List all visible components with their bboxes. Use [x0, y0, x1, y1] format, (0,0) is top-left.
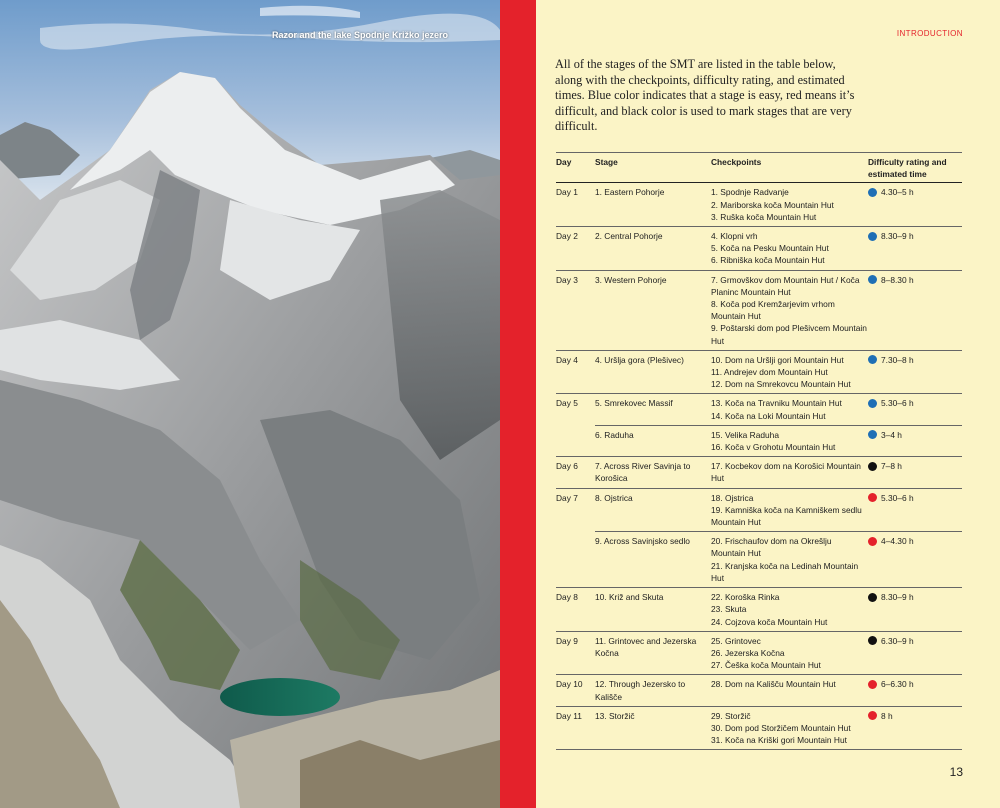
- stage-block: [595, 354, 962, 391]
- difficulty-cell: [868, 274, 962, 347]
- checkpoint-item: 21. Kranjska koča na Ledinah Mountain Hut: [711, 560, 859, 583]
- stage-cell: 5. Smrekovec Massif: [595, 398, 673, 409]
- stage-block: [595, 591, 962, 628]
- stage-block: [595, 186, 962, 223]
- difficulty-cell: [868, 710, 962, 747]
- checkpoint-item: 5. Koča na Pesku Mountain Hut: [711, 243, 829, 254]
- table-row: [556, 271, 962, 351]
- checkpoint-item: 17. Kocbekov dom na Korošici Mountain Hut: [711, 461, 861, 484]
- difficulty-cell: [868, 429, 962, 453]
- stage-cell: 13. Storžič: [595, 710, 635, 721]
- table-row: [556, 457, 962, 488]
- stage-cell: 10. Križ and Skuta: [595, 592, 664, 603]
- difficulty-cell: [868, 460, 962, 484]
- difficulty-dot-icon: [868, 462, 877, 471]
- checkpoint-item: 9. Poštarski dom pod Plešivcem Mountain Hut: [711, 323, 867, 346]
- stage-cell: 3. Western Pohorje: [595, 274, 667, 285]
- checkpoint-item: 24. Cojzova koča Mountain Hut: [711, 616, 828, 627]
- difficulty-dot-icon: [868, 399, 877, 408]
- checkpoint-item: 3. Ruška koča Mountain Hut: [711, 211, 817, 222]
- checkpoint-item: 26. Jezerska Kočna: [711, 647, 785, 658]
- estimated-time: 8.30–9 h: [881, 592, 914, 603]
- day-cell: Day 10: [556, 679, 583, 690]
- section-label: INTRODUCTION: [896, 29, 963, 38]
- difficulty-dot-icon: [868, 593, 877, 602]
- checkpoint-item: 27. Češka koča Mountain Hut: [711, 660, 821, 671]
- stage-block: [595, 425, 962, 453]
- table-row: [556, 675, 962, 706]
- stage-block: [595, 492, 962, 529]
- difficulty-dot-icon: [868, 430, 877, 439]
- stage-cell: 11. Grintovec and Jezerska Kočna: [595, 635, 697, 658]
- checkpoints-cell: [711, 535, 868, 584]
- checkpoint-item: 20. Frischaufov dom na Okrešlju Mountain Hut: [711, 536, 832, 559]
- checkpoints-cell: [711, 635, 868, 672]
- difficulty-dot-icon: [868, 636, 877, 645]
- difficulty-cell: [868, 591, 962, 628]
- checkpoint-item: 7. Grmovškov dom Mountain Hut / Koča Planinc Mountain Hut: [711, 274, 860, 297]
- checkpoints-cell: [711, 354, 868, 391]
- difficulty-cell: [868, 492, 962, 529]
- difficulty-dot-icon: [868, 537, 877, 546]
- checkpoint-item: 31. Koča na Kriški gori Mountain Hut: [711, 735, 847, 746]
- stage-block: [595, 678, 962, 702]
- stage-block: [595, 230, 962, 267]
- day-cell: Day 4: [556, 354, 578, 365]
- table-row: [556, 394, 962, 457]
- accent-band: [500, 0, 536, 808]
- checkpoint-item: 13. Koča na Travniku Mountain Hut: [711, 398, 842, 409]
- table-row: [556, 632, 962, 676]
- stage-block: [595, 460, 962, 484]
- stage-cell: 9. Across Savinjsko sedlo: [595, 536, 690, 547]
- checkpoints-cell: [711, 460, 868, 484]
- page-number: 13: [949, 765, 963, 779]
- difficulty-dot-icon: [868, 355, 877, 364]
- intro-paragraph: All of the stages of the SMT are listed in the table below, along with the checkpoints, difficulty rating, and estimated times. Blue color indicates that a stage is easy, red means it’s difficult, and black color is used to mark stages that are very difficult.: [555, 57, 855, 134]
- checkpoint-item: 18. Ojstrica: [711, 492, 754, 503]
- estimated-time: 8–8.30 h: [881, 274, 914, 285]
- stage-block: [595, 635, 962, 672]
- stage-cell: 6. Raduha: [595, 429, 634, 440]
- checkpoint-item: 23. Skuta: [711, 604, 747, 615]
- table-row: [556, 351, 962, 395]
- day-cell: Day 8: [556, 592, 578, 603]
- checkpoint-item: 28. Dom na Kališču Mountain Hut: [711, 679, 836, 690]
- stage-block: [595, 710, 962, 747]
- stage-cell: 8. Ojstrica: [595, 492, 633, 503]
- text-page: [536, 0, 1000, 808]
- checkpoint-item: 12. Dom na Smrekovcu Mountain Hut: [711, 379, 851, 390]
- checkpoint-item: 15. Velika Raduha: [711, 429, 779, 440]
- table-header-row: [556, 152, 962, 183]
- checkpoints-cell: [711, 274, 868, 347]
- difficulty-cell: [868, 678, 962, 702]
- checkpoints-cell: [711, 492, 868, 529]
- day-cell: Day 1: [556, 187, 578, 198]
- difficulty-dot-icon: [868, 493, 877, 502]
- day-cell: Day 7: [556, 492, 578, 503]
- difficulty-cell: [868, 230, 962, 267]
- stage-block: [595, 397, 962, 421]
- header-checkpoints: Checkpoints: [711, 157, 762, 167]
- estimated-time: 4–4.30 h: [881, 536, 914, 547]
- checkpoint-item: 1. Spodnje Radvanje: [711, 187, 789, 198]
- estimated-time: 8 h: [881, 710, 893, 721]
- checkpoint-item: 2. Mariborska koča Mountain Hut: [711, 199, 834, 210]
- estimated-time: 5.30–6 h: [881, 492, 914, 503]
- checkpoints-cell: [711, 397, 868, 421]
- stage-cell: 7. Across River Savinja to Korošica: [595, 461, 691, 484]
- header-day: Day: [556, 157, 572, 167]
- table-row: [556, 489, 962, 588]
- checkpoint-item: 22. Koroška Rinka: [711, 592, 780, 603]
- checkpoint-item: 30. Dom pod Storžičem Mountain Hut: [711, 722, 851, 733]
- difficulty-cell: [868, 635, 962, 672]
- day-cell: Day 6: [556, 461, 578, 472]
- checkpoints-cell: [711, 591, 868, 628]
- table-row: [556, 183, 962, 227]
- estimated-time: 6–6.30 h: [881, 679, 914, 690]
- day-cell: Day 3: [556, 274, 578, 285]
- checkpoint-item: 14. Koča na Loki Mountain Hut: [711, 410, 826, 421]
- stage-cell: 4. Uršlja gora (Plešivec): [595, 354, 684, 365]
- estimated-time: 7.30–8 h: [881, 354, 914, 365]
- checkpoint-item: 29. Storžič: [711, 710, 751, 721]
- estimated-time: 5.30–6 h: [881, 398, 914, 409]
- difficulty-dot-icon: [868, 711, 877, 720]
- difficulty-dot-icon: [868, 275, 877, 284]
- difficulty-dot-icon: [868, 232, 877, 241]
- checkpoints-cell: [711, 230, 868, 267]
- day-cell: Day 5: [556, 398, 578, 409]
- day-cell: Day 9: [556, 635, 578, 646]
- checkpoint-item: 19. Kamniška koča na Kamniškem sedlu Mountain Hut: [711, 504, 862, 528]
- checkpoints-cell: [711, 678, 868, 702]
- stage-cell: 12. Through Jezersko to Kališče: [595, 679, 686, 702]
- checkpoints-cell: [711, 710, 868, 747]
- photo-caption: Razor and the lake Spodnje Križko jezero: [272, 30, 449, 40]
- stage-cell: 2. Central Pohorje: [595, 231, 663, 242]
- checkpoint-item: 6. Ribniška koča Mountain Hut: [711, 255, 825, 266]
- estimated-time: 8.30–9 h: [881, 231, 914, 242]
- checkpoint-item: 10. Dom na Uršlji gori Mountain Hut: [711, 354, 844, 365]
- checkpoint-item: 25. Grintovec: [711, 635, 761, 646]
- header-difficulty: Difficulty rating and estimated time: [868, 157, 947, 180]
- day-cell: Day 2: [556, 231, 578, 242]
- checkpoints-cell: [711, 186, 868, 223]
- table-row: [556, 588, 962, 632]
- stages-table: [556, 152, 962, 750]
- difficulty-cell: [868, 535, 962, 584]
- checkpoint-item: 8. Koča pod Kremžarjevim vrhom Mountain Hut: [711, 299, 835, 322]
- difficulty-dot-icon: [868, 188, 877, 197]
- estimated-time: 4.30–5 h: [881, 187, 914, 198]
- day-cell: Day 11: [556, 710, 582, 721]
- checkpoint-item: 11. Andrejev dom Mountain Hut: [711, 367, 828, 378]
- table-row: [556, 707, 962, 751]
- table-body: [556, 183, 962, 750]
- difficulty-dot-icon: [868, 680, 877, 689]
- stage-block: [595, 531, 962, 584]
- difficulty-cell: [868, 397, 962, 421]
- estimated-time: 3–4 h: [881, 429, 902, 440]
- stage-block: [595, 274, 962, 347]
- checkpoints-cell: [711, 429, 868, 453]
- estimated-time: 7–8 h: [881, 461, 902, 472]
- difficulty-cell: [868, 354, 962, 391]
- checkpoint-item: 16. Koča v Grohotu Mountain Hut: [711, 442, 836, 453]
- stage-cell: 1. Eastern Pohorje: [595, 187, 665, 198]
- header-stage: Stage: [595, 157, 618, 167]
- difficulty-cell: [868, 186, 962, 223]
- estimated-time: 6.30–9 h: [881, 635, 914, 646]
- checkpoint-item: 4. Klopni vrh: [711, 231, 758, 242]
- table-row: [556, 227, 962, 271]
